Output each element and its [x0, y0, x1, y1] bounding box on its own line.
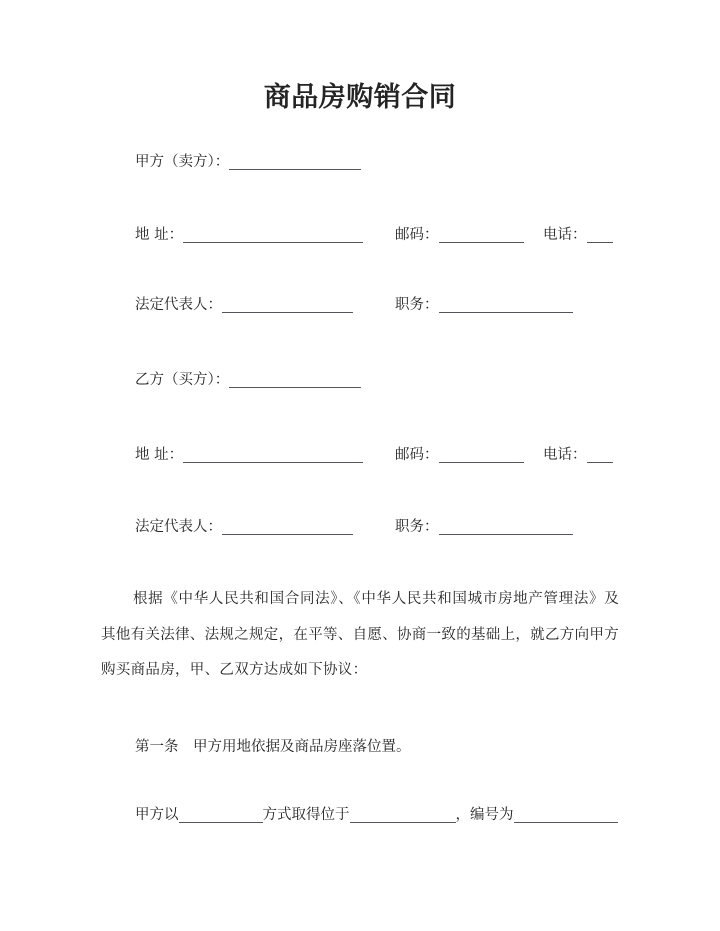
party-b-name-label: 乙方（买方）：: [135, 372, 230, 388]
party-a-address-cell: [135, 225, 363, 245]
party-b-postcode-blank-field[interactable]: [439, 446, 524, 463]
party-a-name-label: 甲方（卖方）：: [135, 154, 230, 170]
party-b-rep-row: [0, 517, 720, 539]
party-a-name-row: [0, 152, 720, 174]
party-b-name-row: [0, 370, 720, 392]
party-b-name-cell: [135, 370, 361, 390]
clause-number-blank-field[interactable]: [514, 806, 618, 823]
party-b-legal-rep-blank-field[interactable]: [222, 518, 353, 535]
party-b-address-cell: [135, 445, 363, 465]
document-title: 商品房购销合同: [263, 82, 457, 113]
party-b-postcode-cell: [395, 445, 524, 465]
party-a-name-blank-field[interactable]: [229, 153, 361, 170]
party-b-phone-label: 电话：: [543, 447, 587, 463]
preamble-paragraph: 根据《中华人民共和国合同法》、《中华人民共和国城市房地产管理法》及其他有关法律、法规之规定，在平等、自愿、协商一致的基础上，就乙方向甲方购买商品房，甲、乙双方达成如下协议：: [101, 591, 619, 678]
party-a-name-cell: [135, 152, 361, 172]
party-b-legal-rep-label: 法定代表人：: [135, 519, 222, 535]
party-b-position-label: 职务：: [395, 519, 439, 535]
party-b-name-blank-field[interactable]: [229, 371, 361, 388]
article-1-clause: [135, 805, 618, 825]
party-a-legal-rep-label: 法定代表人：: [135, 297, 222, 313]
party-b-contact-row: [0, 445, 720, 467]
party-a-postcode-label: 邮码：: [395, 227, 439, 243]
party-b-phone-blank-field[interactable]: [587, 446, 613, 463]
party-a-position-blank-field[interactable]: [439, 296, 573, 313]
party-a-address-blank-field[interactable]: [183, 226, 363, 243]
clause-prefix-label: 甲方以: [135, 807, 179, 823]
clause-middle-label: 方式取得位于: [262, 807, 350, 823]
party-a-phone-label: 电话：: [543, 227, 587, 243]
clause-method-blank-field[interactable]: [179, 806, 263, 823]
clause-suffix-label: ，编号为: [455, 807, 514, 823]
party-a-postcode-blank-field[interactable]: [439, 226, 524, 243]
party-a-address-label: 地 址：: [135, 227, 184, 243]
party-a-rep-cell: [135, 295, 353, 315]
party-a-phone-blank-field[interactable]: [587, 226, 613, 243]
article-1-heading: 第一条 甲方用地依据及商品房座落位置。: [135, 739, 411, 755]
party-a-legal-rep-blank-field[interactable]: [222, 296, 353, 313]
party-b-rep-cell: [135, 517, 353, 537]
party-a-contact-row: [0, 225, 720, 247]
party-b-phone-cell: [543, 445, 613, 465]
party-a-position-cell: [395, 295, 573, 315]
party-b-address-blank-field[interactable]: [183, 446, 363, 463]
party-a-phone-cell: [543, 225, 613, 245]
party-b-position-blank-field[interactable]: [439, 518, 573, 535]
party-b-position-cell: [395, 517, 573, 537]
party-a-position-label: 职务：: [395, 297, 439, 313]
party-b-address-label: 地 址：: [135, 447, 184, 463]
clause-location-blank-field[interactable]: [350, 806, 456, 823]
party-b-postcode-label: 邮码：: [395, 447, 439, 463]
party-a-postcode-cell: [395, 225, 524, 245]
party-a-rep-row: [0, 295, 720, 317]
